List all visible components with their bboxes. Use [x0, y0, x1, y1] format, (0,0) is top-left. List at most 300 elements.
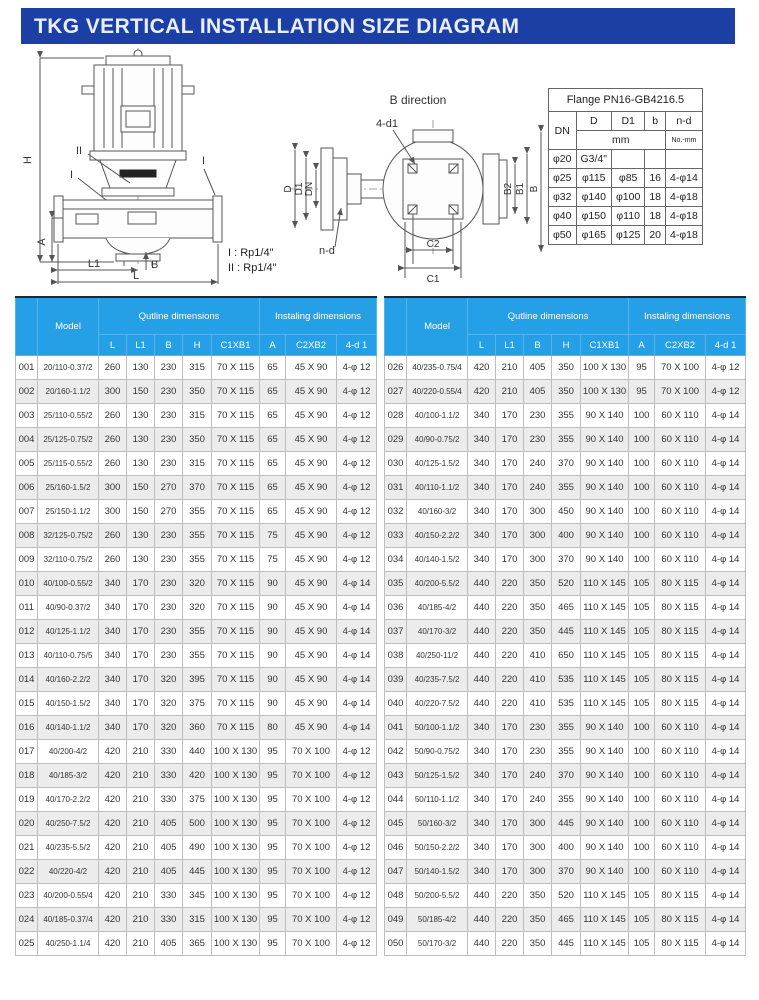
dim-cell: 445: [552, 932, 581, 956]
table-row: [385, 548, 746, 572]
dim-cell: 260: [99, 524, 127, 548]
table-row: [16, 932, 377, 956]
table-row: [385, 836, 746, 860]
model-cell: 40/200-0.55/4: [38, 884, 99, 908]
model-cell: 40/220-4/2: [38, 860, 99, 884]
dim-cell: 395: [183, 668, 212, 692]
dim-cell: 110 X 145: [581, 908, 629, 932]
dim-cell: 230: [524, 404, 552, 428]
dim-cell: 100 X 130: [212, 884, 260, 908]
dim-cell: 370: [552, 764, 581, 788]
volute-drawing: [383, 130, 483, 239]
dim-cell: 60 X 110: [655, 788, 706, 812]
dim-cell: 340: [468, 812, 496, 836]
flange-col-nd: n-d: [666, 112, 703, 131]
dim-cell: 4-φ 12: [706, 356, 746, 380]
model-cell: 40/90-0.37/2: [38, 596, 99, 620]
dim-cell: 440: [468, 620, 496, 644]
dim-cell: 170: [496, 548, 524, 572]
dim-cell: 150: [127, 380, 155, 404]
dim-cell: 230: [155, 620, 183, 644]
dim-cell: 355: [552, 740, 581, 764]
col-c2xb2: C2XB2: [286, 335, 337, 356]
table-row: [385, 356, 746, 380]
dim-cell: 350: [524, 596, 552, 620]
dim-cell: 405: [155, 860, 183, 884]
dim-cell: 4-φ 14: [706, 908, 746, 932]
dim-cell: 70 X 115: [212, 572, 260, 596]
model-cell: 40/220-7.5/2: [407, 692, 468, 716]
dim-cell: 90 X 140: [581, 476, 629, 500]
table-row: [385, 668, 746, 692]
note-ii: II : Rp1/4": [228, 262, 277, 274]
dim-cell: 315: [183, 356, 212, 380]
dim-cell: 360: [183, 716, 212, 740]
flange-cell: φ140: [576, 188, 612, 207]
dim-cell: 45 X 90: [286, 380, 337, 404]
dim-cell: 170: [496, 764, 524, 788]
dim-cell: 220: [496, 908, 524, 932]
dim-cell: 65: [260, 428, 286, 452]
row-number: 010: [16, 572, 38, 596]
col-b: B: [524, 335, 552, 356]
table-row: [16, 812, 377, 836]
dim-cell: 100: [629, 740, 655, 764]
table-row: [16, 500, 377, 524]
col-c1xb1: C1XB1: [212, 335, 260, 356]
dim-cell: 45 X 90: [286, 572, 337, 596]
model-cell: 40/170-3/2: [407, 620, 468, 644]
label-l: L: [132, 270, 140, 282]
col-h: H: [552, 335, 581, 356]
pump-casing-drawing: [54, 196, 222, 266]
dim-cell: 230: [155, 524, 183, 548]
dim-cell: 420: [99, 836, 127, 860]
model-cell: 40/170-2.2/2: [38, 788, 99, 812]
row-number: 003: [16, 404, 38, 428]
dim-cell: 100: [629, 836, 655, 860]
model-cell: 40/185-0.37/4: [38, 908, 99, 932]
dim-cell: 60 X 110: [655, 404, 706, 428]
flange-cell: φ115: [576, 169, 612, 188]
dim-cell: 65: [260, 380, 286, 404]
model-cell: 40/200-4/2: [38, 740, 99, 764]
dim-cell: 170: [496, 716, 524, 740]
corner-header: [16, 297, 38, 356]
flange-cell: φ40: [549, 207, 577, 226]
dim-cell: 210: [127, 788, 155, 812]
dim-cell: 70 X 100: [286, 788, 337, 812]
dim-cell: 90 X 140: [581, 812, 629, 836]
flange-cell: [666, 150, 703, 169]
dim-cell: 105: [629, 884, 655, 908]
row-number: 035: [385, 572, 407, 596]
dim-cell: 240: [524, 764, 552, 788]
dim-cell: 355: [552, 428, 581, 452]
row-number: 049: [385, 908, 407, 932]
dim-cell: 230: [155, 452, 183, 476]
model-cell: 40/235-0.75/4: [407, 356, 468, 380]
dim-cell: 105: [629, 620, 655, 644]
dim-cell: 340: [99, 692, 127, 716]
table-row: [16, 740, 377, 764]
flange-cell: 4-φ18: [666, 226, 703, 245]
label-dn: DN: [304, 181, 315, 197]
dim-cell: 100: [629, 548, 655, 572]
dim-cell: 130: [127, 428, 155, 452]
dim-cell: 315: [183, 404, 212, 428]
flange-col-b: b: [645, 112, 666, 131]
row-number: 041: [385, 716, 407, 740]
dim-cell: 4-φ 14: [706, 644, 746, 668]
dim-cell: 100 X 130: [212, 764, 260, 788]
dim-cell: 375: [183, 692, 212, 716]
dim-cell: 355: [552, 404, 581, 428]
dim-cell: 100: [629, 452, 655, 476]
dim-cell: 355: [183, 500, 212, 524]
flange-cell: [612, 150, 645, 169]
dim-cell: 90: [260, 644, 286, 668]
table-row: [385, 428, 746, 452]
table-row: [16, 380, 377, 404]
dim-cell: 440: [468, 908, 496, 932]
label-b2: B2: [503, 182, 514, 196]
row-number: 026: [385, 356, 407, 380]
dim-cell: 520: [552, 884, 581, 908]
table-row: [385, 572, 746, 596]
row-number: 011: [16, 596, 38, 620]
dim-cell: 70 X 115: [212, 404, 260, 428]
row-number: 043: [385, 764, 407, 788]
dim-cell: 4-φ 14: [337, 716, 377, 740]
dim-cell: 130: [127, 548, 155, 572]
flange-table-row: [549, 207, 703, 226]
dim-cell: 420: [99, 884, 127, 908]
dim-cell: 465: [552, 596, 581, 620]
table-row: [385, 860, 746, 884]
dim-cell: 170: [127, 716, 155, 740]
dim-cell: 4-φ 14: [706, 452, 746, 476]
label-b1: B1: [515, 182, 526, 196]
table-row: [385, 524, 746, 548]
row-number: 018: [16, 764, 38, 788]
dim-cell: 100: [629, 812, 655, 836]
model-cell: 40/185-3/2: [38, 764, 99, 788]
dim-cell: 365: [183, 932, 212, 956]
dim-cell: 405: [155, 932, 183, 956]
label-i-left: I: [70, 169, 74, 181]
dim-cell: 70 X 115: [212, 548, 260, 572]
model-cell: 20/110-0.37/2: [38, 356, 99, 380]
dim-cell: 420: [183, 764, 212, 788]
dim-cell: 80 X 115: [655, 572, 706, 596]
dim-cell: 240: [524, 476, 552, 500]
dim-cell: 440: [468, 572, 496, 596]
table-row: [16, 788, 377, 812]
installing-dims-header: Instaling dimensions: [260, 297, 377, 335]
dim-cell: 70 X 100: [286, 740, 337, 764]
dim-cell: 45 X 90: [286, 668, 337, 692]
dim-cell: 405: [155, 812, 183, 836]
table-row: [385, 692, 746, 716]
dim-cell: 95: [260, 740, 286, 764]
dim-cell: 70 X 115: [212, 500, 260, 524]
dim-cell: 170: [496, 812, 524, 836]
dim-cell: 150: [127, 476, 155, 500]
table-row: [385, 620, 746, 644]
dim-cell: 60 X 110: [655, 548, 706, 572]
dim-cell: 4-φ 14: [706, 500, 746, 524]
col-h: H: [183, 335, 212, 356]
table-row: [385, 740, 746, 764]
dim-cell: 90 X 140: [581, 836, 629, 860]
col-l1: L1: [496, 335, 524, 356]
dim-cell: 4-φ 12: [337, 908, 377, 932]
dim-cell: 4-φ 12: [337, 548, 377, 572]
model-cell: 50/110-1.1/2: [407, 788, 468, 812]
flange-cell: 4-φ18: [666, 207, 703, 226]
table-row: [385, 500, 746, 524]
dim-cell: 70 X 100: [655, 356, 706, 380]
dim-cell: 260: [99, 356, 127, 380]
dim-cell: 65: [260, 476, 286, 500]
dim-cell: 270: [155, 500, 183, 524]
row-number: 007: [16, 500, 38, 524]
model-cell: 40/220-0.55/4: [407, 380, 468, 404]
dim-cell: 45 X 90: [286, 428, 337, 452]
model-cell: 50/160-3/2: [407, 812, 468, 836]
dim-cell: 4-φ 14: [706, 428, 746, 452]
model-cell: 40/160-3/2: [407, 500, 468, 524]
dim-cell: 220: [496, 596, 524, 620]
dim-cell: 95: [260, 788, 286, 812]
dim-cell: 4-φ 14: [706, 764, 746, 788]
dim-cell: 340: [99, 572, 127, 596]
dim-cell: 520: [552, 572, 581, 596]
dim-cell: 230: [524, 428, 552, 452]
dim-cell: 70 X 115: [212, 644, 260, 668]
row-number: 027: [385, 380, 407, 404]
dim-cell: 230: [155, 644, 183, 668]
dim-cell: 100: [629, 404, 655, 428]
dim-cell: 60 X 110: [655, 860, 706, 884]
dim-cell: 490: [183, 836, 212, 860]
dim-cell: 4-φ 14: [706, 524, 746, 548]
row-number: 044: [385, 788, 407, 812]
dim-cell: 320: [155, 716, 183, 740]
dim-cell: 45 X 90: [286, 404, 337, 428]
model-cell: 50/150-2.2/2: [407, 836, 468, 860]
dim-cell: 110 X 145: [581, 572, 629, 596]
model-cell: 25/160-1.5/2: [38, 476, 99, 500]
label-i-right: I: [202, 155, 206, 167]
dim-cell: 340: [99, 716, 127, 740]
dim-cell: 60 X 110: [655, 500, 706, 524]
dim-cell: 170: [496, 452, 524, 476]
dim-cell: 420: [468, 356, 496, 380]
dim-cell: 4-φ 12: [337, 860, 377, 884]
table-row: [16, 476, 377, 500]
flange-cell: φ85: [612, 169, 645, 188]
dim-cell: 4-φ 12: [337, 740, 377, 764]
dim-cell: 300: [99, 500, 127, 524]
dim-cell: 95: [260, 812, 286, 836]
dim-cell: 370: [552, 860, 581, 884]
row-number: 033: [385, 524, 407, 548]
dim-cell: 90 X 140: [581, 716, 629, 740]
flange-cell: 18: [645, 188, 666, 207]
flange-cell: φ100: [612, 188, 645, 207]
dim-cell: 330: [155, 788, 183, 812]
dim-cell: 110 X 145: [581, 596, 629, 620]
dim-cell: 340: [468, 836, 496, 860]
dim-cell: 350: [552, 356, 581, 380]
dim-cell: 45 X 90: [286, 524, 337, 548]
dim-cell: 60 X 110: [655, 812, 706, 836]
row-number: 017: [16, 740, 38, 764]
col-4d1: 4-d 1: [337, 335, 377, 356]
model-cell: 40/250-1.1/4: [38, 932, 99, 956]
row-number: 014: [16, 668, 38, 692]
port-notes: [228, 246, 277, 276]
dim-cell: 4-φ 14: [337, 644, 377, 668]
row-number: 025: [16, 932, 38, 956]
dim-cell: 445: [552, 812, 581, 836]
dim-cell: 230: [155, 572, 183, 596]
dim-cell: 4-φ 14: [706, 932, 746, 956]
dim-cell: 440: [468, 596, 496, 620]
table-row: [16, 860, 377, 884]
dim-cell: 370: [552, 452, 581, 476]
dim-cell: 330: [155, 884, 183, 908]
dim-cell: 500: [183, 812, 212, 836]
dim-cell: 340: [99, 620, 127, 644]
table-row: [385, 644, 746, 668]
flange-cell: φ25: [549, 169, 577, 188]
col-c1xb1: C1XB1: [581, 335, 629, 356]
dim-cell: 210: [496, 380, 524, 404]
dim-cell: 90 X 140: [581, 740, 629, 764]
row-number: 016: [16, 716, 38, 740]
dim-cell: 420: [99, 788, 127, 812]
dim-cell: 100 X 130: [212, 836, 260, 860]
row-number: 002: [16, 380, 38, 404]
dim-cell: 70 X 115: [212, 692, 260, 716]
dim-cell: 220: [496, 932, 524, 956]
dim-cell: 80 X 115: [655, 908, 706, 932]
dim-cell: 90 X 140: [581, 428, 629, 452]
dim-cell: 90: [260, 620, 286, 644]
model-cell: 40/200-5.5/2: [407, 572, 468, 596]
dim-cell: 95: [260, 764, 286, 788]
dim-cell: 110 X 145: [581, 620, 629, 644]
dim-cell: 220: [496, 692, 524, 716]
dim-cell: 240: [524, 452, 552, 476]
dim-cell: 75: [260, 524, 286, 548]
dim-cell: 4-φ 12: [337, 428, 377, 452]
dim-cell: 100 X 130: [581, 356, 629, 380]
dim-cell: 4-φ 12: [337, 500, 377, 524]
row-number: 042: [385, 740, 407, 764]
dim-cell: 355: [183, 620, 212, 644]
dim-cell: 90: [260, 692, 286, 716]
dim-cell: 80 X 115: [655, 692, 706, 716]
dim-cell: 70 X 100: [286, 908, 337, 932]
model-cell: 20/160-1.1/2: [38, 380, 99, 404]
table-row: [385, 380, 746, 404]
page-title: TKG VERTICAL INSTALLATION SIZE DIAGRAM: [21, 8, 735, 44]
dim-cell: 110 X 145: [581, 644, 629, 668]
dim-cell: 100: [629, 500, 655, 524]
row-number: 029: [385, 428, 407, 452]
table-row: [16, 356, 377, 380]
label-4d1: 4-d1: [376, 118, 399, 130]
dim-cell: 4-φ 14: [706, 620, 746, 644]
dim-cell: 410: [524, 644, 552, 668]
row-number: 005: [16, 452, 38, 476]
dim-cell: 60 X 110: [655, 764, 706, 788]
flange-cell: G3/4": [576, 150, 612, 169]
dim-cell: 375: [183, 788, 212, 812]
dim-cell: 60 X 110: [655, 524, 706, 548]
dim-cell: 4-φ 12: [337, 452, 377, 476]
dim-cell: 210: [127, 764, 155, 788]
model-cell: 40/100-0.55/2: [38, 572, 99, 596]
dim-cell: 340: [468, 740, 496, 764]
label-b: B: [529, 185, 540, 193]
dim-cell: 535: [552, 692, 581, 716]
dim-cell: 60 X 110: [655, 836, 706, 860]
label-c1: C1: [426, 274, 440, 285]
dim-cell: 70 X 115: [212, 524, 260, 548]
col-c2xb2: C2XB2: [655, 335, 706, 356]
table-row: [16, 668, 377, 692]
table-row: [16, 644, 377, 668]
label-l1: L1: [87, 258, 101, 270]
dim-cell: 95: [260, 884, 286, 908]
row-number: 028: [385, 404, 407, 428]
dim-cell: 60 X 110: [655, 452, 706, 476]
dim-cell: 65: [260, 500, 286, 524]
dim-cell: 410: [524, 668, 552, 692]
dim-cell: 340: [99, 596, 127, 620]
dim-cell: 210: [127, 932, 155, 956]
flange-cell: φ150: [576, 207, 612, 226]
dim-cell: 420: [99, 740, 127, 764]
dim-cell: 90: [260, 596, 286, 620]
flange-cell: φ110: [612, 207, 645, 226]
row-number: 013: [16, 644, 38, 668]
dim-cell: 350: [183, 380, 212, 404]
flange-cell: φ125: [612, 226, 645, 245]
dim-cell: 4-φ 14: [706, 668, 746, 692]
dim-cell: 4-φ 14: [706, 716, 746, 740]
dim-cell: 45 X 90: [286, 620, 337, 644]
dim-cell: 440: [468, 932, 496, 956]
table-row: [385, 596, 746, 620]
model-header: Model: [407, 297, 468, 356]
dim-cell: 300: [524, 524, 552, 548]
dim-cell: 110 X 145: [581, 932, 629, 956]
table-row: [16, 524, 377, 548]
dim-cell: 170: [127, 572, 155, 596]
dim-cell: 45 X 90: [286, 356, 337, 380]
dim-cell: 340: [468, 788, 496, 812]
dim-cell: 4-φ 14: [337, 668, 377, 692]
dim-cell: 90 X 140: [581, 548, 629, 572]
dim-cell: 100: [629, 524, 655, 548]
model-cell: 40/235-7.5/2: [407, 668, 468, 692]
